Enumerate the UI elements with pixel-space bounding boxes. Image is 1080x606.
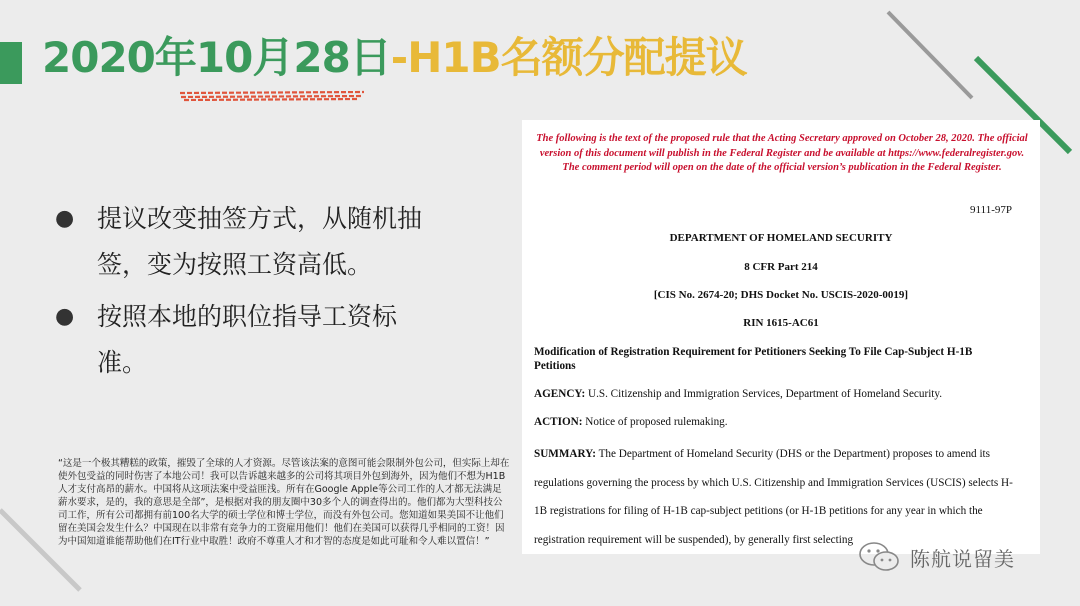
watermark — [858, 540, 1015, 574]
title-accent-bar — [0, 42, 22, 84]
rin-number: RIN 1615-AC61 — [743, 317, 819, 329]
bullet-text: 提议改变抽签方式，从随机抽签，变为按照工资高低。 — [97, 204, 423, 279]
agency-header: DEPARTMENT OF HOMELAND SECURITY — [669, 232, 893, 244]
bullet-list — [55, 196, 475, 392]
document-code: 9111-97P — [970, 204, 1012, 216]
cfr-part: 8 CFR Part 214 — [744, 261, 818, 273]
docket-number: [CIS No. 2674-20; DHS Docket No. USCIS-2020-0019] — [653, 289, 909, 301]
quote-text: “这是一个极其糟糕的政策，摧毁了全球的人才资源。尽管该法案的意图可能会限制外包公司，但实际上却在使外包受益的同时伤害了本地公司！我可以告诉越来越多的公司将其项目外包到海外，因为他们不想为H1B人才支付高昂的薪水。中国将从这项法案中受益匪浅。所有在Google Apple等公司工作的人才都无法满足薪水要求，是的，我的意思是全部”，是根据对我的朋友圈中30多个人的调查得出的。他们都为大型科技公司工作，所有公司都拥有前100名大学的硕士学位和博士学位，而没有外包公司。您知道如果美国不让他们留在美国会发生什么？中国现在以非常有竞争力的工资雇用他们！他们在美国可以获得几乎相同的工资！因为中国知道谁能帮助他们在IT行业中取胜！政府不尊重人才和才智的态度是如此可耻和令人难以置信！” — [58, 458, 510, 547]
summary-label: SUMMARY: — [534, 448, 596, 460]
summary-paragraph — [534, 440, 1014, 554]
bullet-text: 按照本地的职位指导工资标准。 — [97, 302, 398, 377]
bullet-item — [55, 294, 475, 386]
agency-line — [534, 387, 1014, 401]
action-text: Notice of proposed rulemaking. — [582, 416, 728, 428]
rule-title: Modification of Registration Requirement for Petitioners Seeking To File Cap-Subject H-1B Petitions — [534, 346, 973, 372]
document-notice: The following is the text of the proposed rule that the Acting Secretary approved on October 28, 2020. The official version of this document will publish in the Federal Register and be available at https://www.federalregister.gov. The comment period will open on the date of the official version’s publication in the Federal Register. — [536, 133, 1028, 173]
bullet-item — [55, 196, 475, 288]
red-underline-scribble — [178, 88, 366, 102]
title-date: 2020年10月28日 — [42, 33, 391, 82]
agency-label: AGENCY: — [534, 388, 586, 400]
slide-title — [42, 26, 747, 90]
action-line — [534, 415, 1014, 429]
agency-text: U.S. Citizenship and Immigration Services, Department of Homeland Security. — [585, 388, 943, 400]
bullet-dot-icon: ● — [55, 304, 75, 329]
watermark-text: 陈航说留美 — [910, 546, 1015, 571]
summary-text: The Department of Homeland Security (DHS or the Department) proposes to amend its regulations governing the process by which U.S. Citizenship and Immigration Services (USCIS) selects H-1B registrations for filing of H-1B cap-subject petitions (or H-1B petitions for any year in which the registration requirement will be suspended), by generally first selecting — [534, 448, 1013, 546]
bullet-dot-icon: ● — [55, 206, 75, 231]
action-label: ACTION: — [534, 416, 583, 428]
federal-register-document — [522, 120, 1040, 554]
wechat-icon — [858, 540, 902, 574]
title-topic: -H1B名额分配提议 — [390, 33, 747, 82]
